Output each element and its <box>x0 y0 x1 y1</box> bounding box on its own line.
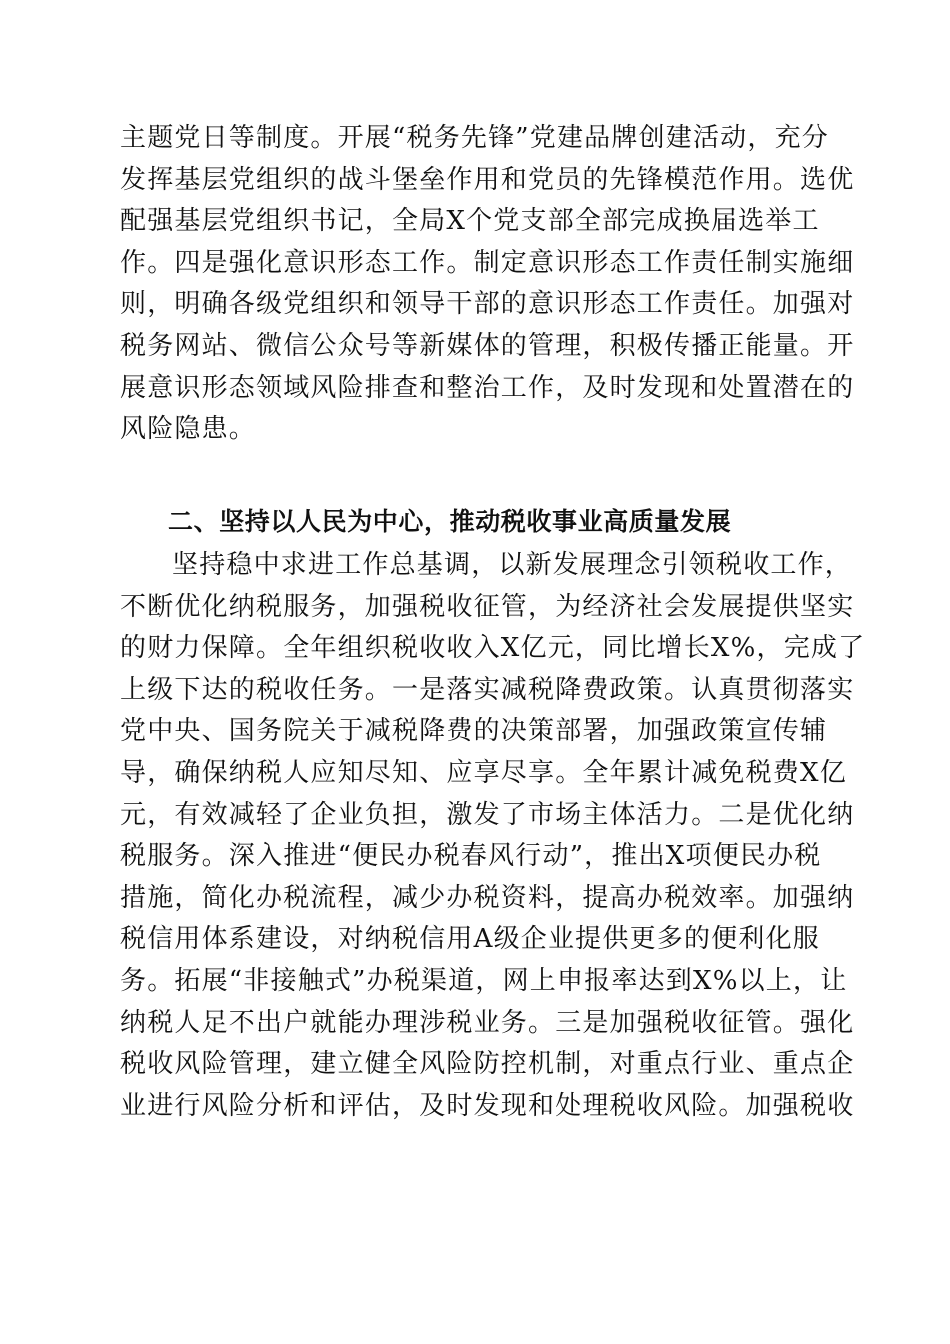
paragraph-party-building <box>120 118 855 451</box>
text-line: 党中央、国务院关于减税降费的决策部署，加强政策宣传辅 <box>120 716 828 747</box>
text-line: 主题党日等制度。开展“税务先锋”党建品牌创建活动，充分 <box>120 123 829 153</box>
text-line: 税信用体系建设，对纳税信用A级企业提供更多的便利化服 <box>120 924 820 955</box>
text-line: 作。四是强化意识形态工作。制定意识形态工作责任制实施细 <box>120 247 855 278</box>
text-line: 业进行风险分析和评估，及时发现和处理税收风险。加强税收 <box>120 1090 855 1121</box>
text-line: 税务网站、微信公众号等新媒体的管理，积极传播正能量。开 <box>120 330 855 361</box>
text-line: 配强基层党组织书记，全局X个党支部全部完成换届选举工 <box>120 206 820 237</box>
section-heading: 二、坚持以人民为中心，推动税收事业高质量发展 <box>168 507 732 536</box>
text-line: 展意识形态领域风险排查和整治工作，及时发现和处置潜在的 <box>120 372 855 403</box>
text-line: 元，有效减轻了企业负担，激发了市场主体活力。二是优化纳 <box>120 799 855 830</box>
text-line: 发挥基层党组织的战斗堡垒作用和党员的先锋模范作用。选优 <box>120 164 855 195</box>
text-line: 导，确保纳税人应知尽知、应享尽享。全年累计减免税费X亿 <box>120 757 847 788</box>
text-line: 的财力保障。全年组织税收收入X亿元，同比增长X%，完成了 <box>120 633 866 664</box>
text-line: 风险隐患。 <box>120 414 257 445</box>
text-line: 不断优化纳税服务，加强税收征管，为经济社会发展提供坚实 <box>120 591 855 622</box>
paragraph-tax-work <box>120 545 866 1127</box>
text-line: 措施，简化办税流程，减少办税资料，提高办税效率。加强纳 <box>120 882 855 913</box>
text-line: 务。拓展“非接触式”办税渠道，网上申报率达到X%以上，让 <box>120 965 848 996</box>
text-line: 坚持稳中求进工作总基调，以新发展理念引领税收工作， <box>172 550 853 580</box>
text-line: 则，明确各级党组织和领导干部的意识形态工作责任。加强对 <box>120 289 855 320</box>
text-line: 税收风险管理，建立健全风险防控机制，对重点行业、重点企 <box>120 1049 855 1080</box>
text-line: 上级下达的税收任务。一是落实减税降费政策。认真贯彻落实 <box>120 674 855 705</box>
text-line: 纳税人足不出户就能办理涉税业务。三是加强税收征管。强化 <box>120 1007 855 1038</box>
text-line: 税服务。深入推进“便民办税春风行动”，推出X项便民办税 <box>120 841 822 872</box>
